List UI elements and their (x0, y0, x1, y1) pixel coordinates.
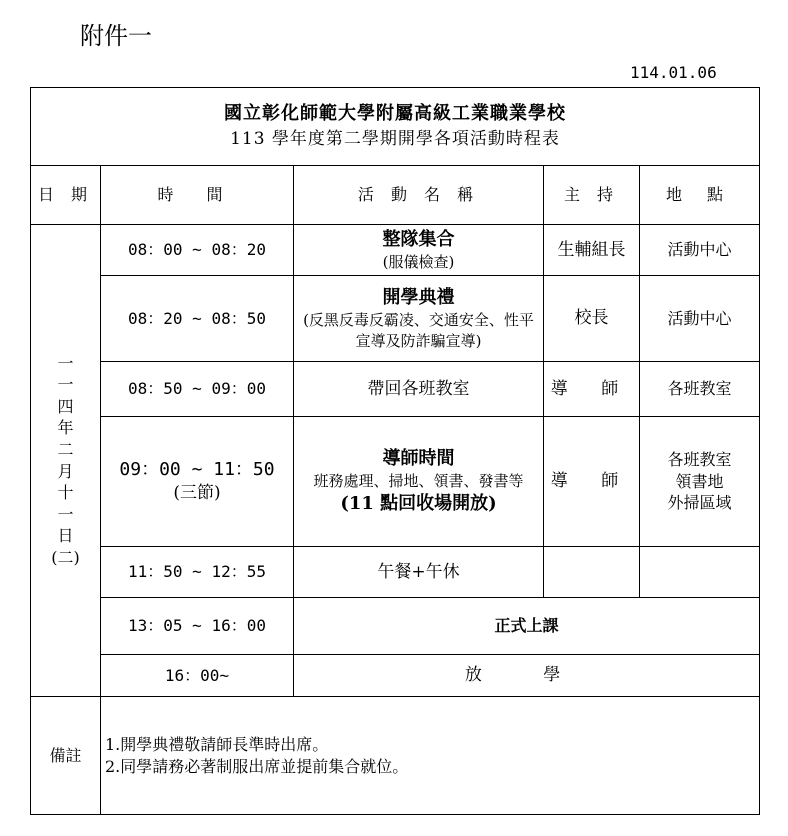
activity-detail: (服儀檢查) (382, 253, 455, 272)
time-cell: 08：00 ~ 08：20 (101, 225, 294, 276)
time-cell: 11：50 ~ 12：55 (101, 547, 294, 598)
host-cell: 校長 (544, 276, 640, 362)
activity-cell: 正式上課 (294, 598, 760, 655)
activity-cell (294, 225, 544, 276)
header-date: 日 期 (31, 166, 101, 225)
table-row (31, 655, 760, 697)
notes-label: 備註 (31, 697, 101, 815)
table-row (31, 417, 760, 547)
header-activity: 活 動 名 稱 (294, 166, 544, 225)
activity-cell: 放 學 (294, 655, 760, 697)
attachment-label: 附件一 (80, 22, 152, 50)
location-cell (640, 547, 760, 598)
time-cell: 16：00~ (101, 655, 294, 697)
note-item: 1.開學典禮敬請師長準時出席。 (105, 734, 329, 754)
time-cell: 09：00 ~ 11：50 (三節) (101, 417, 294, 547)
location-cell: 活動中心 (640, 276, 760, 362)
table-row (31, 276, 760, 362)
date-cell: 一 一 四 年 二 月 十 一 日 (二) (31, 225, 101, 697)
host-cell (544, 547, 640, 598)
header-location: 地 點 (640, 166, 760, 225)
table-row (31, 598, 760, 655)
host-cell: 導 師 (544, 417, 640, 547)
notes-row (31, 697, 760, 815)
note-item: 2.同學請務必著制服出席並提前集合就位。 (105, 756, 409, 776)
table-title (31, 88, 760, 166)
header-row (31, 166, 760, 225)
host-cell: 生輔組長 (544, 225, 640, 276)
host-cell: 導 師 (544, 362, 640, 417)
header-time: 時 間 (101, 166, 294, 225)
location-cell: 各班教室 領書地 外掃區域 (640, 417, 760, 547)
table-row (31, 362, 760, 417)
activity-cell (294, 276, 544, 362)
table-row (31, 547, 760, 598)
table-row (31, 225, 760, 276)
activity-title: 整隊集合 (382, 228, 455, 250)
header-host: 主 持 (544, 166, 640, 225)
schedule-table (30, 87, 760, 815)
activity-title: 導師時間 (382, 448, 455, 470)
schedule-subtitle: 113 學年度第二學期開學各項活動時程表 (230, 129, 560, 150)
time-cell: 13：05 ~ 16：00 (101, 598, 294, 655)
time-cell: 08：20 ~ 08：50 (101, 276, 294, 362)
activity-cell: 帶回各班教室 (294, 362, 544, 417)
school-name: 國立彰化師範大學附屬高級工業職業學校 (224, 102, 567, 124)
activity-detail: 班務處理、掃地、領書、發書等 (313, 472, 524, 491)
activity-cell (294, 417, 544, 547)
time-cell: 08：50 ~ 09：00 (101, 362, 294, 417)
location-cell: 各班教室 (640, 362, 760, 417)
activity-title: 開學典禮 (382, 287, 455, 309)
activity-cell: 午餐+午休 (294, 547, 544, 598)
document-date: 114.01.06 (630, 63, 717, 82)
activity-note: (11 點回收場開放) (340, 492, 497, 514)
activity-detail: (反黑反毒反霸凌、交通安全、性平宣導及防詐騙宣導) (303, 311, 534, 350)
location-cell: 活動中心 (640, 225, 760, 276)
notes-body (101, 697, 760, 815)
